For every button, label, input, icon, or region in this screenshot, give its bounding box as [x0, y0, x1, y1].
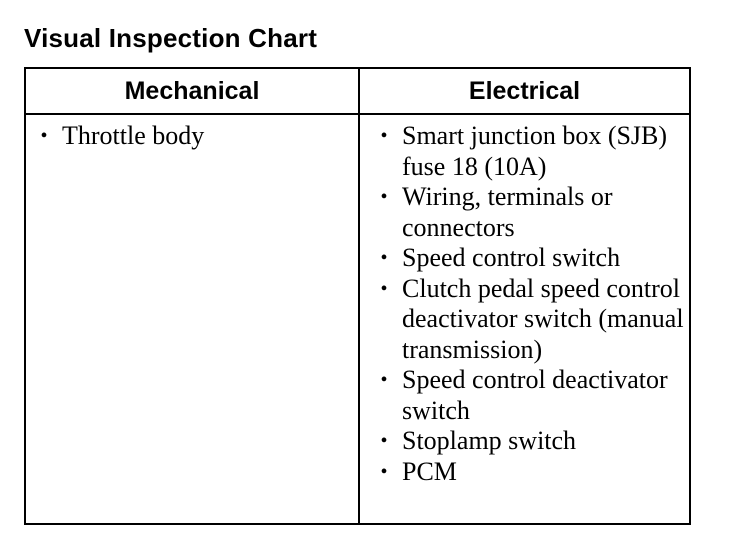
electrical-item-text: Wiring, terminals or connectors	[402, 182, 613, 242]
bullet-icon: •	[380, 369, 388, 391]
header-electrical: Electrical	[359, 68, 690, 114]
list-item	[374, 274, 689, 366]
table-body-row	[25, 114, 690, 524]
electrical-item-text: PCM	[402, 456, 457, 486]
bullet-icon: •	[380, 460, 388, 483]
electrical-item-text: Stoplamp switch	[402, 426, 577, 455]
table-header-row	[25, 68, 690, 114]
list-item	[374, 457, 689, 488]
electrical-item-text: Clutch pedal speed control deactivator switch (manual transmission)	[402, 273, 684, 364]
electrical-item-text: Smart junction box (SJB) fuse 18 (10A)	[402, 121, 668, 181]
header-mechanical: Mechanical	[25, 68, 359, 114]
electrical-cell	[359, 114, 690, 524]
bullet-icon: •	[380, 186, 388, 208]
chart-title: Visual Inspection Chart	[24, 23, 318, 53]
bullet-icon: •	[380, 247, 388, 269]
mechanical-list	[26, 115, 358, 152]
list-item	[374, 365, 689, 426]
bullet-icon: •	[380, 430, 388, 452]
electrical-item-text: Speed control switch	[402, 243, 621, 272]
bullet-icon: •	[380, 277, 388, 300]
mechanical-cell	[25, 114, 359, 524]
electrical-item-text: Speed control deactivator switch	[402, 365, 668, 425]
list-item	[34, 121, 358, 152]
mechanical-item-text: Throttle body	[62, 121, 205, 150]
bullet-icon: •	[40, 125, 48, 147]
electrical-list	[360, 115, 689, 487]
visual-inspection-table	[24, 67, 691, 525]
list-item	[374, 121, 689, 182]
list-item	[374, 182, 689, 243]
bullet-icon: •	[380, 125, 388, 147]
list-item	[374, 243, 689, 274]
list-item	[374, 426, 689, 457]
